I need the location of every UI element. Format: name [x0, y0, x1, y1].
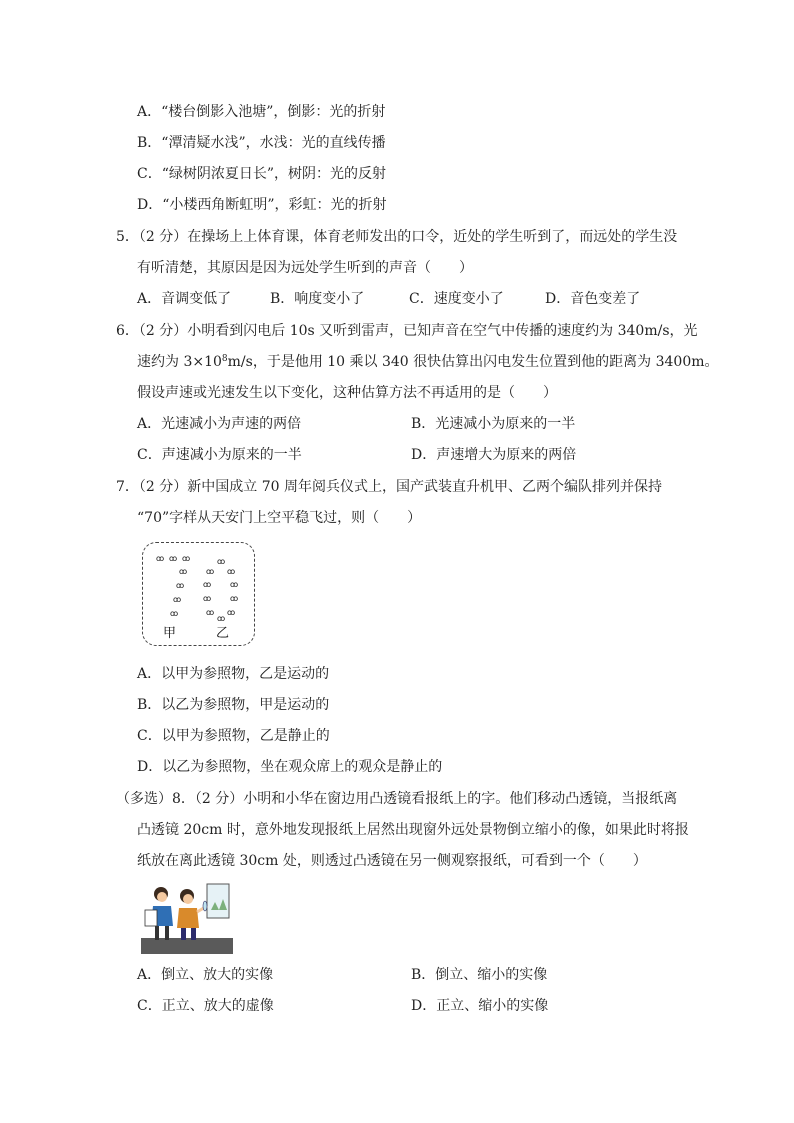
- q5-option-d: D．音色变差了: [545, 291, 641, 307]
- formation-label-yi: 乙: [216, 626, 230, 641]
- q7-stem-line-1: 7．（2 分）新中国成立 70 周年阅兵仪式上，国产武装直升机甲、乙两个编队排列并保持: [116, 479, 662, 495]
- q7-option-c: C．以甲为参照物，乙是静止的: [137, 728, 330, 744]
- q8-option-d: D．正立、缩小的实像: [411, 998, 549, 1014]
- q7-stem-line-2: “70”字样从天安门上空平稳飞过，则（ ）: [137, 510, 422, 526]
- helicopter-icon: ꝏ: [227, 608, 236, 617]
- q8-option-a: A．倒立、放大的实像: [137, 967, 274, 983]
- helicopter-icon: ꝏ: [182, 554, 191, 563]
- q4-option-a: A．“楼台倒影入池塘”，倒影：光的折射: [137, 104, 386, 120]
- helicopter-icon: ꝏ: [203, 594, 212, 603]
- formation-label-jia: 甲: [163, 626, 177, 641]
- helicopter-icon: ꝏ: [203, 580, 212, 589]
- q6-stem-line-3: 假设声速或光速发生以下变化，这种估算方法不再适用的是（ ）: [137, 385, 557, 401]
- helicopter-icon: ꝏ: [206, 567, 215, 576]
- helicopter-icon: ꝏ: [170, 609, 179, 618]
- q6-option-b: B．光速减小为原来的一半: [411, 416, 576, 432]
- q6-stem-line-2: [137, 353, 719, 371]
- helicopter-icon: ꝏ: [227, 567, 236, 576]
- q5-option-a: A．音调变低了: [137, 291, 232, 307]
- q8-stem-line-1: （多选）8．（2 分）小明和小华在窗边用凸透镜看报纸上的字。他们移动凸透镜，当报纸离: [116, 791, 678, 807]
- lens-window-illustration: [141, 880, 233, 954]
- q5-stem-line-2: 有听清楚，其原因是因为远处学生听到的声音（ ）: [137, 260, 473, 276]
- q6-option-a: A．光速减小为声速的两倍: [137, 416, 302, 432]
- q6-option-d: D．声速增大为原来的两倍: [411, 447, 577, 463]
- helicopter-icon: ꝏ: [230, 580, 239, 589]
- q6-line-2-post: m/s，于是他用 10 乘以 340 很快估算出闪电发生位置到他的距离为 3400m。: [227, 354, 719, 370]
- helicopter-icon: ꝏ: [179, 567, 188, 576]
- helicopter-icon: ꝏ: [173, 595, 182, 604]
- q5-stem-line-1: 5．（2 分）在操场上上体育课，体育老师发出的口令，近处的学生听到了，而远处的学生没: [116, 229, 678, 245]
- q6-exponent: 8: [221, 354, 228, 364]
- q4-option-d: D．“小楼西角断虹明”，彩虹：光的折射: [137, 197, 387, 213]
- q8-stem-line-2: 凸透镜 20cm 时，意外地发现报纸上居然出现窗外远处景物倒立缩小的像，如果此时将报: [137, 822, 689, 838]
- helicopter-icon: ꝏ: [230, 594, 239, 603]
- q8-option-c: C．正立、放大的虚像: [137, 998, 274, 1014]
- q7-option-b: B．以乙为参照物，甲是运动的: [137, 697, 330, 713]
- q6-option-c: C．声速减小为原来的一半: [137, 447, 302, 463]
- q4-option-b: B．“潭清疑水浅”，水浅：光的直线传播: [137, 135, 386, 151]
- helicopter-icon: ꝏ: [206, 608, 215, 617]
- helicopter-icon: ꝏ: [217, 614, 226, 623]
- q8-stem-line-3: 纸放在离此透镜 30cm 处，则透过凸透镜在另一侧观察报纸，可看到一个（ ）: [137, 853, 647, 869]
- formation-figure: [142, 542, 255, 646]
- q7-option-d: D．以乙为参照物，坐在观众席上的观众是静止的: [137, 759, 443, 775]
- helicopter-icon: ꝏ: [169, 554, 178, 563]
- helicopter-icon: ꝏ: [156, 554, 165, 563]
- helicopter-icon: ꝏ: [217, 557, 226, 566]
- helicopter-icon: ꝏ: [176, 581, 185, 590]
- q4-option-c: C．“绿树阴浓夏日长”，树阴：光的反射: [137, 166, 387, 182]
- q6-line-2-pre: 速约为 3×10: [137, 354, 222, 370]
- q5-option-b: B．响度变小了: [270, 291, 365, 307]
- q7-option-a: A．以甲为参照物，乙是运动的: [137, 666, 330, 682]
- q5-option-c: C．速度变小了: [409, 291, 504, 307]
- q6-stem-line-1: 6．（2 分）小明看到闪电后 10s 又听到雷声，已知声音在空气中传播的速度约为 340m/s，光: [116, 323, 698, 339]
- q8-option-b: B．倒立、缩小的实像: [411, 967, 548, 983]
